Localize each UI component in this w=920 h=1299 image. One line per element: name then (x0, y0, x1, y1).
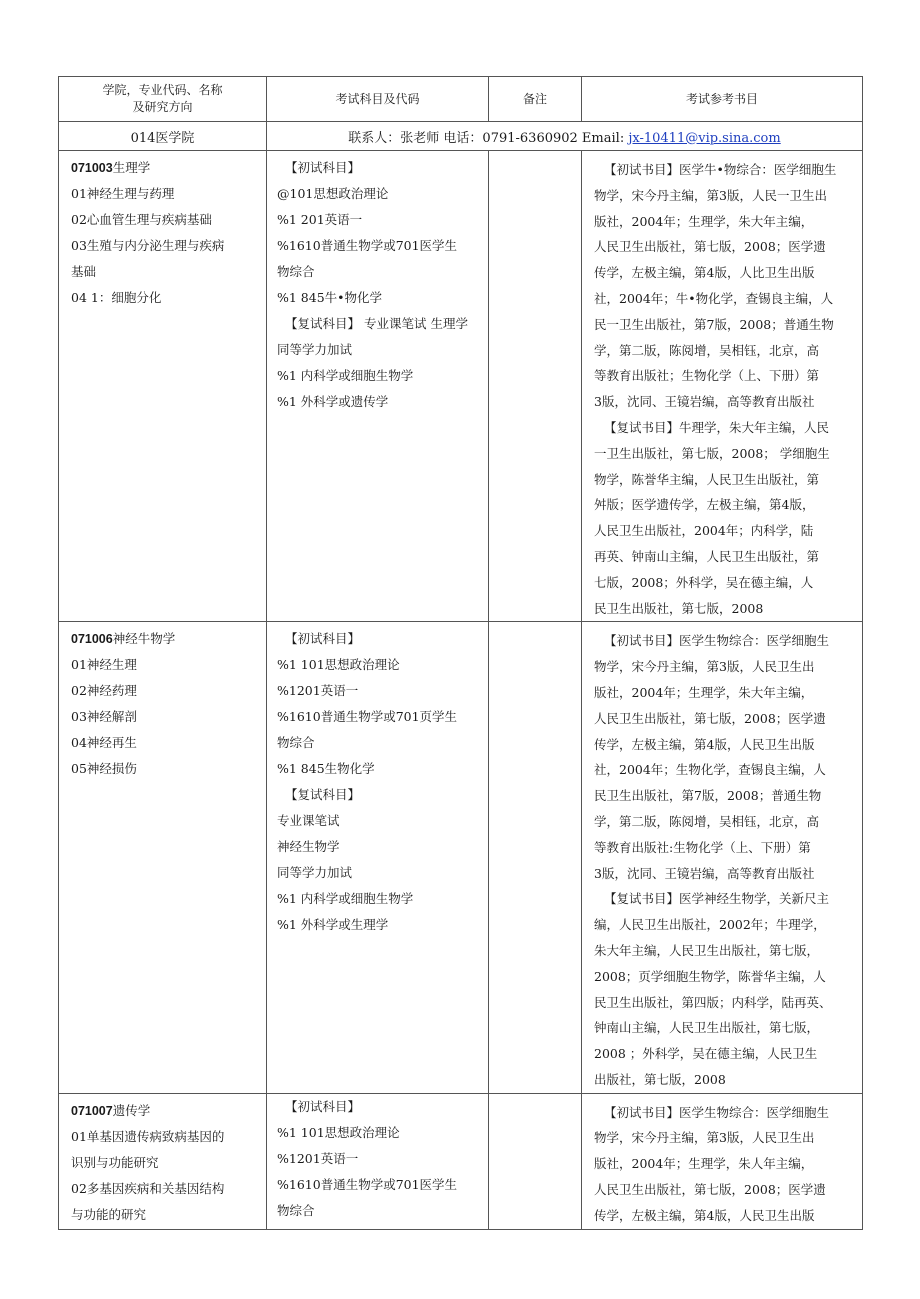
major-code: 071007 (71, 1103, 113, 1118)
exam-subject: 物综合 (277, 264, 315, 279)
contact-text: 联系人：张老师 电话：0791-6360902 Email: (348, 130, 629, 146)
header-college-major: 学院，专业代码、名称 及研究方向 (59, 77, 267, 122)
exam-subject: 同等学力加试 (277, 865, 353, 881)
remarks-cell (489, 151, 582, 622)
exam-subject: 专业课笔试 (277, 813, 340, 829)
reference-book-line: 民卫生出版社，第7版，2008；普通生物 (594, 788, 822, 804)
research-direction: 02心血管生理与疾病基础 (71, 212, 212, 227)
exam-subject: %1 内科学或细胞生物学 (277, 891, 414, 907)
exam-subject: %1 外科学或生理学 (277, 917, 389, 933)
major-name: 神经牛物学 (112, 631, 176, 647)
reference-book-line: 传学，左极主编，第4版，人比卫生出版 (594, 265, 815, 281)
header-exam-subjects: 考试科目及代码 (267, 77, 489, 122)
reference-book-line: 【初试书目】医学牛•物综合：医学细胞生 (604, 162, 837, 177)
reference-book-line: 民卫生出版社，第七版，2008 (594, 600, 764, 616)
exam-catalog-table (58, 76, 863, 1230)
reference-book-line: 民一卫生出版社，第7版，2008；普通生物 (594, 316, 834, 332)
reference-book-line: 等教育出版社；生物化学（上、下册）第 (594, 368, 820, 384)
research-direction: 基础 (71, 264, 97, 279)
research-direction: 03神经解剖 (71, 709, 137, 725)
exam-subject: 【复试科目】 专业课笔试 生理学 (285, 316, 468, 331)
exam-subject: %1 内科学或细胞生物学 (277, 368, 414, 383)
major-code: 071006 (71, 632, 113, 647)
reference-book-line: 学，第二版，陈阅增，吴相钰，北京，高 (594, 813, 820, 829)
reference-book-line: 物学，宋今丹主编，第3版，人民卫生出 (594, 659, 815, 675)
reference-book-line: 人民卫生出版社，第七版，2008；医学遗 (594, 1182, 826, 1198)
exam-subject: %1 101思想政治理论 (277, 1124, 400, 1140)
major-code: 071003 (71, 161, 113, 175)
exam-subject: %1 201英语一 (277, 212, 363, 227)
reference-book-line: 等教育出版社:生物化学（上、下册）第 (594, 839, 811, 855)
exam-subject: 【初试科目】 (285, 160, 361, 175)
reference-book-line: 【初试书目】医学生物综合：医学细胞生 (604, 633, 830, 649)
subjects-cell (267, 1093, 489, 1229)
major-cell (59, 151, 267, 622)
research-direction: 01单基因遗传病致病基因的 (71, 1128, 225, 1144)
exam-subject: %1610普通生物学或701页学生 (277, 709, 458, 725)
reference-book-line: 学，第二版，陈阅增，吴相钰，北京，高 (594, 342, 820, 358)
subjects-cell (267, 622, 489, 1093)
reference-book-line: 人民卫生出版社，第七版，2008；医学遗 (594, 710, 826, 726)
contact-info (267, 122, 863, 151)
major-row (59, 622, 863, 1093)
exam-subject: %1610普通生物学或701医学生 (277, 1176, 458, 1192)
research-direction: 01神经生理与药理 (71, 186, 175, 201)
reference-book-line: 【复试书目】牛理学，朱大年主编，人民 (604, 419, 830, 435)
reference-book-line: 版社，2004年；生理学，朱人年主编， (594, 1156, 814, 1172)
college-contact-row (59, 122, 863, 151)
major-row (59, 1093, 863, 1229)
research-direction: 03生殖与内分泌生理与疾病 (71, 238, 225, 253)
books-cell (582, 622, 863, 1093)
contact-email-link[interactable]: jx-10411@vip.sina.com (628, 130, 781, 146)
subjects-cell (267, 151, 489, 622)
reference-book-line: 钟南山主编，人民卫生出版社，第七版， (594, 1020, 820, 1036)
reference-book-line: 人民卫生出版社，2004年；内科学，陆 (594, 523, 814, 539)
major-title (71, 1098, 258, 1124)
exam-subject: 物综合 (277, 735, 315, 751)
research-direction: 01神经生理 (71, 657, 137, 673)
major-name: 生理学 (112, 160, 151, 175)
reference-book-line: 2008 ；外科学，吴在德主编，人民卫生 (594, 1046, 818, 1062)
reference-book-line: 社，2004年；牛•物化学，查锡良主编，人 (594, 290, 834, 306)
research-direction: 02神经药理 (71, 683, 137, 699)
reference-book-line: 版社，2004年；生理学，朱大年主编， (594, 213, 814, 229)
header-reference-books: 考试参考书目 (582, 77, 863, 122)
exam-subject: %1 101思想政治理论 (277, 657, 400, 673)
reference-book-line: 七版，2008；外科学，吴在德主编，人 (594, 574, 814, 590)
reference-book-line: 物学，宋今丹主编，第3版，人民一卫生出 (594, 187, 827, 203)
research-direction: 识别与功能研究 (71, 1154, 159, 1170)
reference-book-line: 一卫生出版社，第七版，2008； 学细胞生 (594, 445, 830, 461)
remarks-cell (489, 1093, 582, 1229)
reference-book-line: 物学，陈誉华主编，人民卫生出版社，第 (594, 471, 820, 487)
research-direction: 与功能的研究 (71, 1206, 147, 1222)
exam-subject: %1610普通生物学或701医学生 (277, 238, 458, 253)
major-title (71, 155, 258, 181)
reference-book-line: 社，2004年；生物化学，查锡良主编，人 (594, 762, 826, 778)
books-cell (582, 151, 863, 622)
exam-subject: %1201英语一 (277, 683, 359, 699)
reference-book-line: 出版社，第七版，2008 (594, 1071, 726, 1087)
reference-book-line: 朱大年主编，人民卫生出版社，第七版， (594, 942, 820, 958)
header-remarks: 备注 (489, 77, 582, 122)
reference-book-line: 【初试书目】医学生物综合：医学细胞生 (604, 1104, 830, 1120)
exam-subject: %1201英语一 (277, 1150, 359, 1166)
exam-subject: @101思想政治理论 (277, 186, 389, 201)
reference-book-line: 人民卫生出版社，第七版，2008；医学遗 (594, 239, 826, 255)
exam-subject: %1 845牛•物化学 (277, 290, 383, 305)
table-header-row (59, 77, 863, 122)
exam-subject: 【初试科目】 (285, 631, 361, 647)
reference-book-line: 版社，2004年；生理学，朱大年主编， (594, 684, 814, 700)
reference-book-line: 2008；页学细胞生物学，陈誉华主编，人 (594, 968, 826, 984)
remarks-cell (489, 622, 582, 1093)
research-direction: 04神经再生 (71, 735, 137, 751)
reference-book-line: 传学，左极主编，第4版，人民卫生出版 (594, 736, 815, 752)
major-title (71, 626, 258, 652)
college-name: 014医学院 (59, 122, 267, 151)
research-direction: 02多基因疾病和关基因结构 (71, 1180, 225, 1196)
books-cell (582, 1093, 863, 1229)
exam-subject: 【初试科目】 (285, 1098, 361, 1114)
major-row (59, 151, 863, 622)
major-cell (59, 622, 267, 1093)
reference-book-line: 再英、钟南山主编，人民卫生出版社，第 (594, 548, 820, 564)
exam-subject: 物综合 (277, 1202, 315, 1218)
exam-subject: %1 外科学或遗传学 (277, 394, 389, 409)
exam-subject: 神经生物学 (277, 839, 340, 855)
major-name: 遗传学 (112, 1102, 151, 1118)
exam-subject: 同等学力加试 (277, 342, 353, 357)
reference-book-line: 舛版；医学遗传学，左极主编，第4版， (594, 497, 815, 513)
reference-book-line: 【复试书目】医学神经生物学，关新尺主 (604, 891, 830, 907)
reference-book-line: 民卫生出版社，第四版；内科学，陆再英、 (594, 994, 832, 1010)
exam-subject: %1 845生物化学 (277, 761, 375, 777)
research-direction: 05神经损伤 (71, 761, 137, 777)
reference-book-line: 3版，沈同、王镜岩编，高等教育出版社 (594, 394, 815, 410)
research-direction: 04 1：细胞分化 (71, 290, 162, 305)
admissions-table-page (58, 76, 862, 1230)
reference-book-line: 物学，宋今丹主编，第3版，人民卫生出 (594, 1130, 815, 1146)
reference-book-line: 传学，左极主编，第4版，人民卫生出版 (594, 1207, 815, 1223)
reference-book-line: 编，人民卫生出版社，2002年；牛理学， (594, 917, 826, 933)
major-cell (59, 1093, 267, 1229)
reference-book-line: 3版，沈同、王镜岩编，高等教育出版社 (594, 865, 815, 881)
exam-subject: 【复试科目】 (285, 787, 361, 803)
